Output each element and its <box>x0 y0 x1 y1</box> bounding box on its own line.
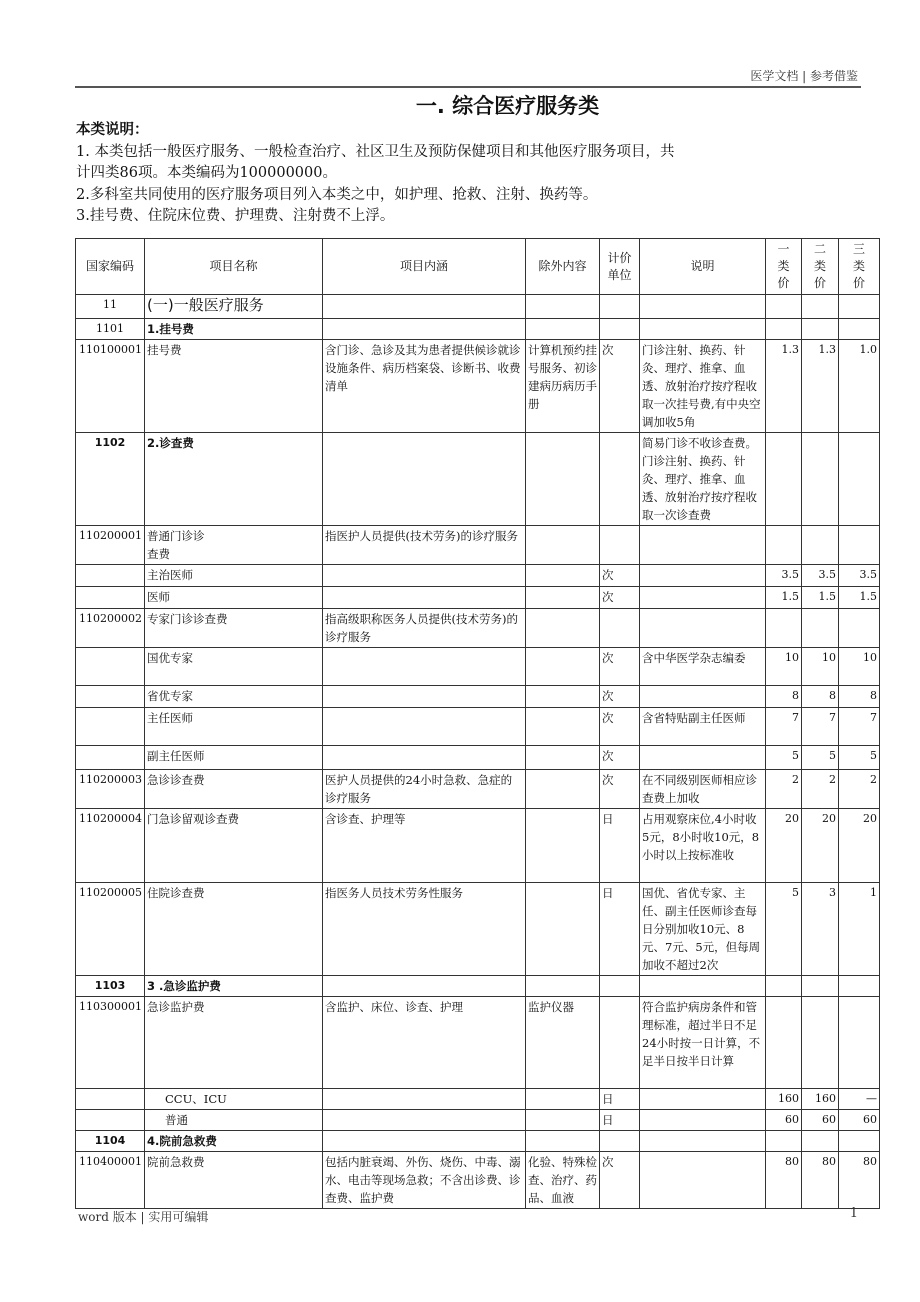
col-header-name: 项目名称 <box>145 239 323 295</box>
page-number: 1 <box>849 1206 858 1221</box>
row-unit: 次 <box>600 587 640 609</box>
row-code: 110200001 <box>76 526 145 565</box>
table-row <box>76 340 880 433</box>
row-code: 110200004 <box>76 809 145 883</box>
row-code: 110200002 <box>76 609 145 648</box>
row-name: 医师 <box>145 587 323 609</box>
table-row-sub <box>76 648 880 686</box>
row-unit: 次 <box>600 708 640 746</box>
row-code: 110100001 <box>76 340 145 433</box>
row-content: 指医务人员技术劳务性服务 <box>323 883 526 976</box>
row-name: 普通门诊诊查费 <box>145 526 323 565</box>
row-name: 门急诊留观诊查费 <box>145 809 323 883</box>
row-price-3: — <box>839 1089 880 1110</box>
row-content: 含诊查、护理等 <box>323 809 526 883</box>
row-unit: 次 <box>600 770 640 809</box>
header-divider <box>75 86 861 88</box>
table-row-section <box>76 319 880 340</box>
row-name: 国优专家 <box>145 648 323 686</box>
col-header-exclude: 除外内容 <box>526 239 600 295</box>
row-price-1: 7 <box>766 708 802 746</box>
intro-line: 计四类86项。本类编码为100000000。 <box>76 165 337 181</box>
row-price-3: 7 <box>839 708 880 746</box>
row-code: 110300001 <box>76 997 145 1089</box>
row-name: 急诊诊查费 <box>145 770 323 809</box>
row-price-2: 3 <box>802 883 839 976</box>
row-exclude: 计算机预约挂号服务、初诊建病历病历手册 <box>526 340 600 433</box>
row-name: 省优专家 <box>145 686 323 708</box>
table-row <box>76 1152 880 1209</box>
row-name: 主任医师 <box>145 708 323 746</box>
row-name: 2.诊查费 <box>145 433 323 526</box>
table-row <box>76 883 880 976</box>
row-price-1: 1.3 <box>766 340 802 433</box>
row-note: 占用观察床位,4小时收5元，8小时收10元，8小时以上按标准收 <box>640 809 766 883</box>
row-price-3: 2 <box>839 770 880 809</box>
table-row-sub <box>76 708 880 746</box>
row-name: 主治医师 <box>145 565 323 587</box>
category-intro <box>76 120 866 228</box>
col-header-note: 说明 <box>640 239 766 295</box>
row-price-3: 1.0 <box>839 340 880 433</box>
row-price-1: 5 <box>766 883 802 976</box>
col-header-unit: 计价 单位 <box>600 239 640 295</box>
row-name: 专家门诊诊查费 <box>145 609 323 648</box>
row-price-2: 1.3 <box>802 340 839 433</box>
row-price-1: 2 <box>766 770 802 809</box>
row-price-2: 160 <box>802 1089 839 1110</box>
row-note: 在不同级别医师相应诊查费上加收 <box>640 770 766 809</box>
row-unit: 次 <box>600 1152 640 1209</box>
row-price-1: 5 <box>766 746 802 770</box>
row-price-2: 3.5 <box>802 565 839 587</box>
fee-table <box>75 238 880 1209</box>
table-row-sub <box>76 587 880 609</box>
row-price-1: 8 <box>766 686 802 708</box>
table-row <box>76 770 880 809</box>
row-unit: 日 <box>600 809 640 883</box>
row-price-2: 8 <box>802 686 839 708</box>
table-row-sub <box>76 686 880 708</box>
row-price-1: 1.5 <box>766 587 802 609</box>
row-code: 1101 <box>76 319 145 340</box>
row-unit: 日 <box>600 883 640 976</box>
row-unit: 日 <box>600 1110 640 1131</box>
row-price-3: 80 <box>839 1152 880 1209</box>
row-price-1: 3.5 <box>766 565 802 587</box>
row-name: 3 .急诊监护费 <box>145 976 323 997</box>
row-note: 符合监护病房条件和管理标准，超过半日不足24小时按一日计算，不足半日按半日计算 <box>640 997 766 1089</box>
row-name: 普通 <box>145 1110 323 1131</box>
row-name: 副主任医师 <box>145 746 323 770</box>
table-row-sub <box>76 1110 880 1131</box>
table-row <box>76 997 880 1089</box>
row-name: (一)一般医疗服务 <box>145 295 323 319</box>
row-price-2: 1.5 <box>802 587 839 609</box>
table-row-sub <box>76 746 880 770</box>
row-unit: 次 <box>600 686 640 708</box>
row-name: CCU、ICU <box>145 1089 323 1110</box>
table-row-section <box>76 433 880 526</box>
col-header-price-1: 一 类 价 <box>766 239 802 295</box>
table-row <box>76 809 880 883</box>
table-row-category <box>76 295 880 319</box>
row-name: 院前急救费 <box>145 1152 323 1209</box>
table-row-section <box>76 976 880 997</box>
row-price-1: 80 <box>766 1152 802 1209</box>
row-price-1: 60 <box>766 1110 802 1131</box>
row-note: 国优、省优专家、主任、副主任医师诊查每日分别加收10元、8元、7元、5元，但每周加收不超过2次 <box>640 883 766 976</box>
row-content: 医护人员提供的24小时急救、急症的诊疗服务 <box>323 770 526 809</box>
row-code: 1104 <box>76 1131 145 1152</box>
row-code: 110400001 <box>76 1152 145 1209</box>
row-note: 含中华医学杂志编委 <box>640 648 766 686</box>
row-exclude: 化验、特殊检查、治疗、药品、血液 <box>526 1152 600 1209</box>
row-unit: 次 <box>600 746 640 770</box>
row-name: 住院诊查费 <box>145 883 323 976</box>
row-unit: 日 <box>600 1089 640 1110</box>
intro-line: 3.挂号费、住院床位费、护理费、注射费不上浮。 <box>76 208 395 224</box>
row-price-2: 20 <box>802 809 839 883</box>
row-content: 指医护人员提供(技术劳务)的诊疗服务 <box>323 526 526 565</box>
intro-label: 本类说明： <box>76 122 149 138</box>
table-row-sub <box>76 565 880 587</box>
row-name: 挂号费 <box>145 340 323 433</box>
row-price-3: 1 <box>839 883 880 976</box>
table-row-section <box>76 1131 880 1152</box>
row-name: 4.院前急救费 <box>145 1131 323 1152</box>
row-price-3: 60 <box>839 1110 880 1131</box>
row-price-1: 160 <box>766 1089 802 1110</box>
row-price-2: 7 <box>802 708 839 746</box>
col-header-code: 国家编码 <box>76 239 145 295</box>
col-header-price-2: 二 类 价 <box>802 239 839 295</box>
header-note: 医学文档 | 参考借鉴 <box>750 69 858 83</box>
row-price-2: 80 <box>802 1152 839 1209</box>
row-unit: 次 <box>600 648 640 686</box>
col-header-content: 项目内涵 <box>323 239 526 295</box>
row-code: 110200003 <box>76 770 145 809</box>
row-content: 含监护、床位、诊查、护理 <box>323 997 526 1089</box>
row-code: 1103 <box>76 976 145 997</box>
row-price-2: 60 <box>802 1110 839 1131</box>
footer-note: word 版本 | 实用可编辑 <box>78 1210 209 1224</box>
row-code: 110200005 <box>76 883 145 976</box>
row-price-3: 10 <box>839 648 880 686</box>
table-row <box>76 526 880 565</box>
row-note: 含省特贴副主任医师 <box>640 708 766 746</box>
row-price-3: 20 <box>839 809 880 883</box>
row-price-1: 10 <box>766 648 802 686</box>
row-name: 急诊监护费 <box>145 997 323 1089</box>
row-note: 简易门诊不收诊查费。门诊注射、换药、针灸、理疗、推拿、血透、放射治疗按疗程收取一次诊查费 <box>640 433 766 526</box>
page-title: 一. 综合医疗服务类 <box>415 94 600 118</box>
row-price-1: 20 <box>766 809 802 883</box>
row-price-2: 5 <box>802 746 839 770</box>
row-content: 指高级职称医务人员提供(技术劳务)的诊疗服务 <box>323 609 526 648</box>
row-exclude: 监护仪器 <box>526 997 600 1089</box>
intro-line: 2.多科室共同使用的医疗服务项目列入本类之中，如护理、抢救、注射、换药等。 <box>76 186 598 203</box>
table-header-row <box>76 239 880 295</box>
row-unit: 次 <box>600 340 640 433</box>
row-unit: 次 <box>600 565 640 587</box>
row-content: 包括内脏衰竭、外伤、烧伤、中毒、溺水、电击等现场急救；不含出诊费、诊查费、监护费 <box>323 1152 526 1209</box>
row-price-3: 3.5 <box>839 565 880 587</box>
row-price-3: 8 <box>839 686 880 708</box>
row-name: 1.挂号费 <box>145 319 323 340</box>
table-row <box>76 609 880 648</box>
intro-line: 1. 本类包括一般医疗服务、一般检查治疗、社区卫生及预防保健项目和其他医疗服务项目，共 <box>76 143 675 160</box>
row-code: 11 <box>76 295 145 319</box>
col-header-price-3: 三 类 价 <box>839 239 880 295</box>
row-price-2: 2 <box>802 770 839 809</box>
row-price-3: 1.5 <box>839 587 880 609</box>
row-note: 门诊注射、换药、针灸、理疗、推拿、血透、放射治疗按疗程收取一次挂号费,有中央空调加收5角 <box>640 340 766 433</box>
row-price-3: 5 <box>839 746 880 770</box>
row-code: 1102 <box>76 433 145 526</box>
table-row-sub <box>76 1089 880 1110</box>
row-content: 含门诊、急诊及其为患者提供候诊就诊设施条件、病历档案袋、诊断书、收费清单 <box>323 340 526 433</box>
row-price-2: 10 <box>802 648 839 686</box>
